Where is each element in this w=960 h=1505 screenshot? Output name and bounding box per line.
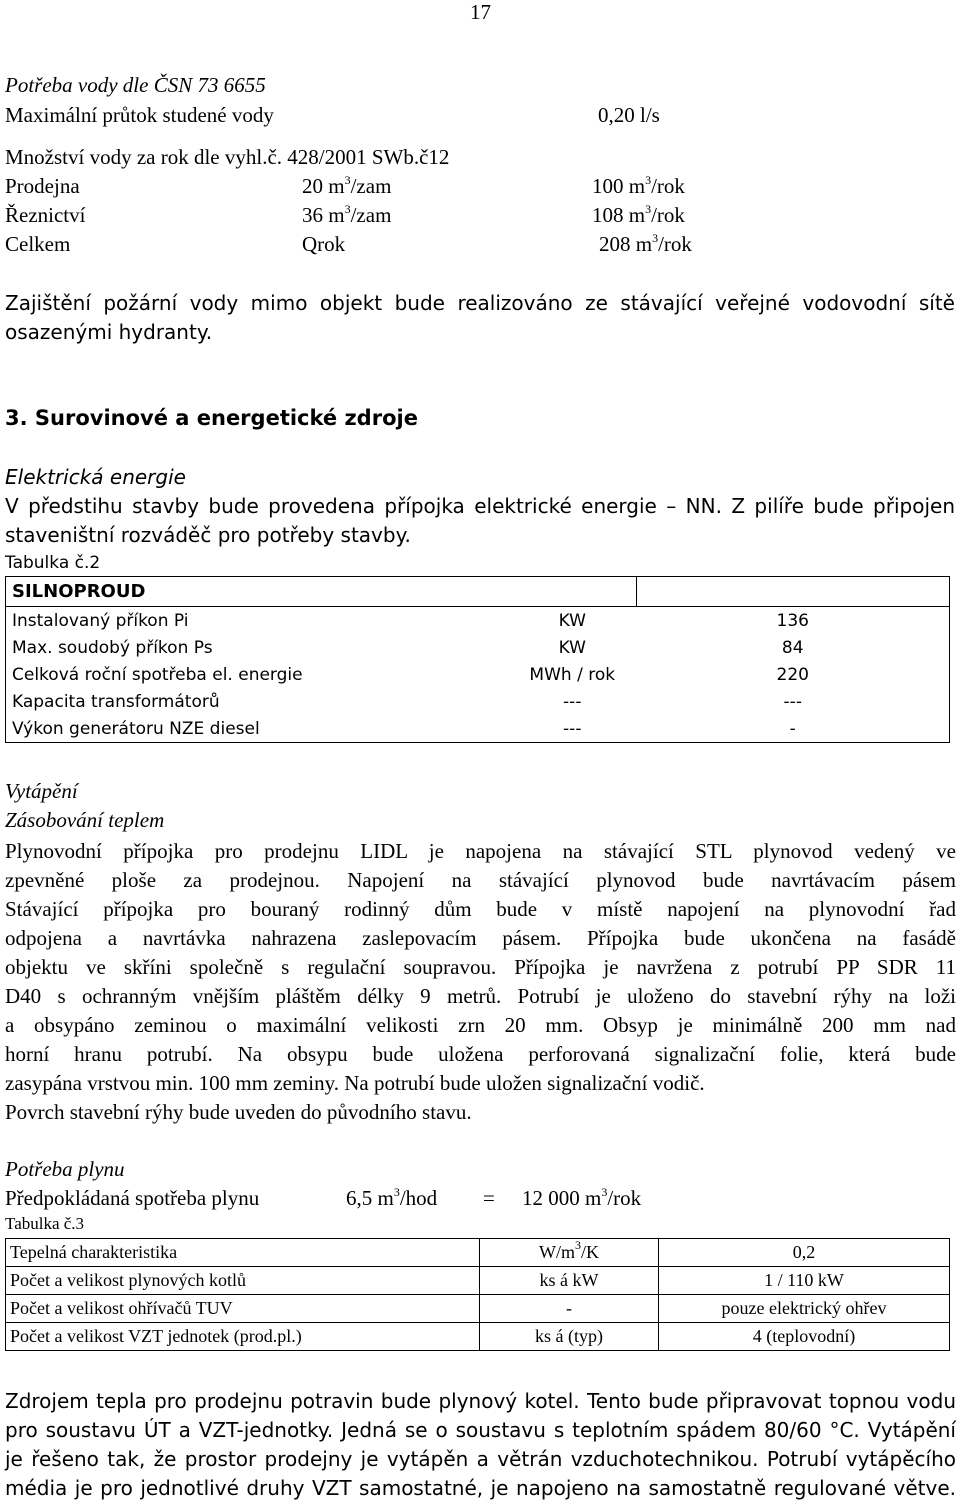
water-row-name: Celkem (5, 232, 71, 256)
table-2-value: - (637, 715, 950, 743)
heat-supply-heading: Zásobování teplem (5, 808, 165, 832)
gas-consumption-label: Předpokládaná spotřeba plynu (5, 1186, 260, 1210)
water-row-name: Prodejna (5, 174, 80, 198)
max-flow-label: Maximální průtok studené vody (5, 103, 274, 127)
paragraph-line: zpevněné ploše za prodejnou. Napojení na stávající plynovod bude navrtávacím pásem (5, 868, 956, 892)
table-row (6, 1295, 950, 1323)
table-3-value: 1 / 110 kW (659, 1267, 950, 1295)
table-row (6, 607, 950, 635)
paragraph-line: Zdrojem tepla pro prodejnu potravin bude plynový kotel. Tento bude připravovat topnou vodu (5, 1389, 956, 1413)
table-2-value: 84 (637, 634, 950, 661)
water-row-rate: Qrok (302, 232, 346, 256)
paragraph-line: Povrch stavební rýhy bude uveden do původního stavu. (5, 1100, 472, 1124)
table-2-unit: KW (558, 637, 586, 658)
annual-water-label: Množství vody za rok dle vyhl.č. 428/2001 SWb.č12 (5, 145, 450, 169)
electric-energy-heading: Elektrická energie (5, 465, 186, 489)
table-2-unit: KW (558, 610, 586, 631)
paragraph-line: je řešeno tak, že prostor prodejny je vytápěn a větrán vzduchotechnikou. Potrubí vytápěcího (5, 1447, 956, 1471)
table-2-caption: Tabulka č.2 (5, 553, 101, 573)
table-row (6, 688, 950, 715)
gas-equals: = (483, 1186, 495, 1210)
paragraph-line: D40 s ochranným vnějším pláštěm délky 9 metrů. Potrubí je uloženo do stavební rýhy na loži (5, 984, 956, 1008)
table-3 (5, 1238, 950, 1351)
table-3-label: Počet a velikost ohřívačů TUV (6, 1295, 480, 1323)
electric-line-1: V předstihu stavby bude provedena přípojka elektrické energie – NN. Z pilíře bude připojen (5, 494, 955, 518)
heating-heading: Vytápění (5, 779, 78, 803)
table-2-value: 220 (637, 661, 950, 688)
table-3-unit: - (480, 1295, 659, 1323)
table-2 (5, 576, 950, 743)
paragraph-line: Plynovodní přípojka pro prodejnu LIDL je napojena na stávající STL plynovod vedený ve (5, 839, 956, 863)
water-heading: Potřeba vody dle ČSN 73 6655 (5, 73, 266, 97)
table-2-unit: --- (508, 715, 637, 743)
fire-water-line-2: osazenými hydranty. (5, 320, 213, 344)
table-row (6, 715, 950, 743)
table-3-value: pouze elektrický ohřev (659, 1295, 950, 1323)
fire-water-line-1: Zajištění požární vody mimo objekt bude realizováno ze stávající veřejné vodovodní sítě (5, 291, 955, 315)
table-2-label: Max. soudobý příkon Ps (6, 634, 509, 661)
gas-yearly: 12 000 $m^3$/rok (522, 1185, 642, 1210)
table-row (6, 661, 950, 688)
table-2-header-empty (637, 577, 950, 607)
section-3-heading: 3. Surovinové a energetické zdroje (5, 406, 418, 430)
table-2-value: 136 (637, 607, 950, 635)
paragraph-line: zasypána vrstvou min. 100 mm zeminy. Na potrubí bude uložen signalizační vodič. (5, 1071, 705, 1095)
electric-line-2: staveništní rozváděč pro potřeby stavby. (5, 523, 411, 547)
table-2-label: Celková roční spotřeba el. energie (6, 661, 509, 688)
table-3-caption: Tabulka č.3 (5, 1214, 85, 1233)
table-2-unit: MWh / rok (529, 664, 616, 685)
water-row-total: 100 $m^3$/rok (592, 173, 685, 198)
paragraph-line: objektu ve skříni společně s regulační soupravou. Přípojka je navržena z potrubí PP SDR 11 (5, 955, 956, 979)
paragraph-line: a obsypáno zeminou o maximální velikosti zrn 20 mm. Obsyp je minimálně 200 mm nad (5, 1013, 956, 1037)
table-row (6, 1239, 950, 1267)
water-row-rate: 36 $m^3$/zam (302, 202, 392, 227)
heating-paragraph (5, 837, 956, 1127)
gas-heading: Potřeba plynu (5, 1157, 125, 1181)
page-number: 17 (470, 0, 491, 24)
max-flow-value: 0,20 l/s (598, 103, 660, 127)
table-2-header-empty (508, 577, 637, 607)
paragraph-line: média je pro jednotlivé druhy VZT samostatné, je napojeno na samostatně regulované větve. (5, 1476, 956, 1500)
paragraph-line: odpojena a navrtávka nahrazena zaslepovacím pásem. Přípojka bude ukončena na fasádě (5, 926, 956, 950)
table-2-header-cell (6, 577, 509, 607)
table-3-label: Počet a velikost VZT jednotek (prod.pl.) (6, 1323, 480, 1351)
water-row-total: 208 $m^3$/rok (599, 231, 692, 256)
gas-hourly: 6,5 $m^3$/hod (346, 1185, 438, 1210)
table-2-label: Instalovaný příkon Pi (6, 607, 509, 635)
paragraph-line: horní hranu potrubí. Na obsypu bude uložena perforovaná signalizační folie, která bude (5, 1042, 956, 1066)
water-row-rate: 20 $m^3$/zam (302, 173, 392, 198)
table-row (6, 1323, 950, 1351)
heat-source-paragraph (5, 1387, 956, 1503)
water-row-name: Řeznictví (5, 203, 86, 227)
table-3-unit: ks á (typ) (480, 1323, 659, 1351)
table-2-label: Kapacita transformátorů (6, 688, 509, 715)
table-row (6, 1267, 950, 1295)
table-2-header: SILNOPROUD (12, 581, 146, 602)
water-row-total: 108 $m^3$/rok (592, 202, 685, 227)
table-3-unit: $W/m^3/K$ (480, 1239, 659, 1267)
table-3-value: 0,2 (659, 1239, 950, 1267)
table-2-label: Výkon generátoru NZE diesel (6, 715, 509, 743)
table-3-unit: ks á kW (480, 1267, 659, 1295)
table-3-label: Počet a velikost plynových kotlů (6, 1267, 480, 1295)
paragraph-line: Stávající přípojka pro bouraný rodinný dům bude v místě napojení na plynovodní řad (5, 897, 956, 921)
table-2-value: --- (637, 688, 950, 715)
table-row (6, 634, 950, 661)
table-2-unit: --- (563, 691, 582, 712)
table-3-label: Tepelná charakteristika (6, 1239, 480, 1267)
paragraph-line: pro soustavu ÚT a VZT-jednotky. Jedná se o soustavu s teplotním spádem 80/60 °C. Vytápění (5, 1418, 956, 1442)
table-3-value: 4 (teplovodní) (659, 1323, 950, 1351)
